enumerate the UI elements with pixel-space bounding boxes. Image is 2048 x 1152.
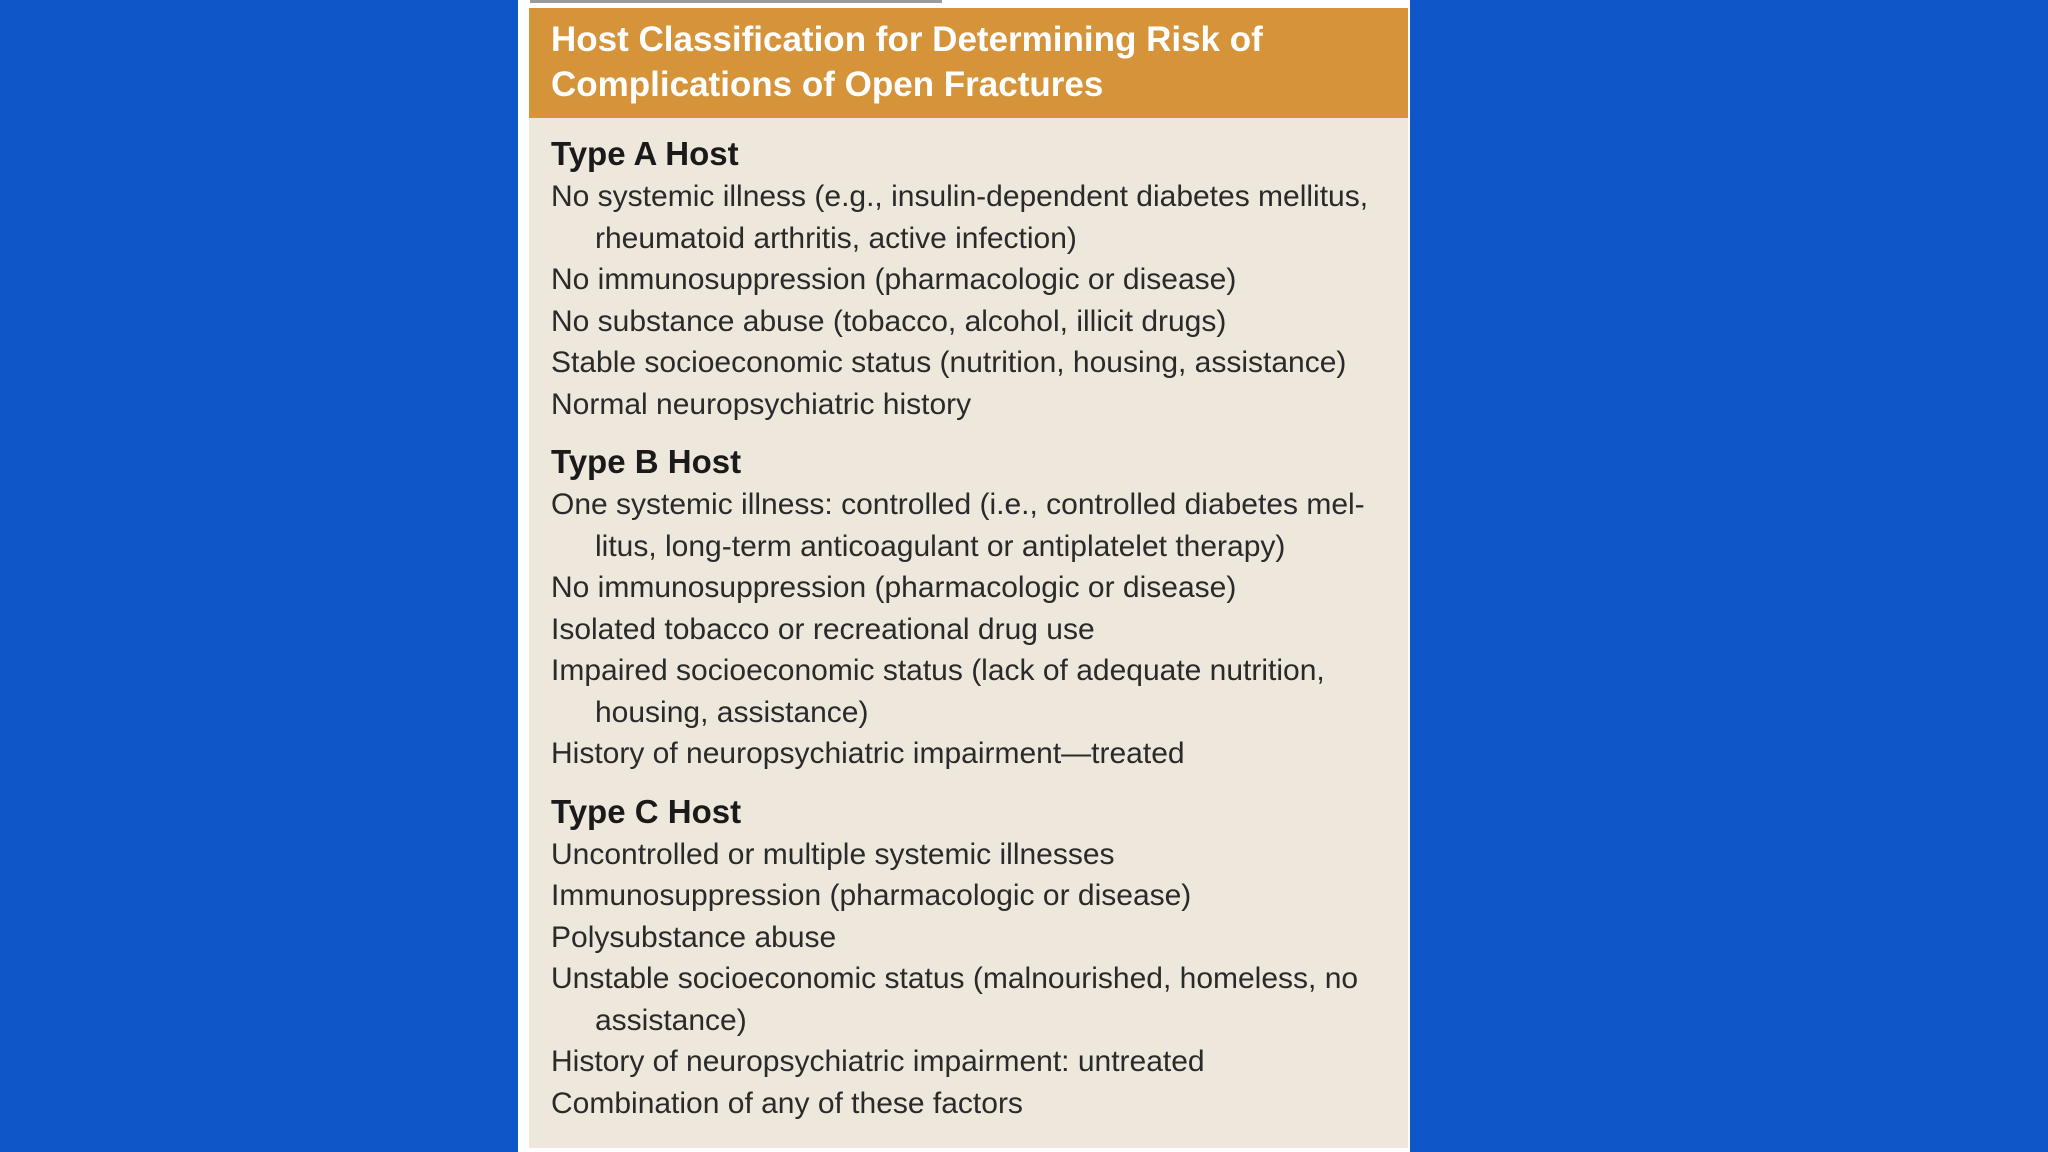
criteria-item: No immunosuppression (pharmacologic or disease) (551, 571, 1237, 604)
table-header (529, 8, 1408, 118)
criteria-item: Isolated tobacco or recreational drug use (551, 612, 1095, 646)
table-body (529, 118, 1408, 1124)
criteria-item: One systemic illness: controlled (i.e., controlled diabetes mel- litus, long-term anticoagulant or antiplatelet therapy) (551, 488, 1365, 563)
criteria-item: History of neuropsychiatric impairment: untreated (551, 1045, 1205, 1078)
table-title-line-2: Complications of Open Fractures (551, 65, 1104, 104)
criteria-item: No substance abuse (tobacco, alcohol, illicit drugs) (551, 304, 1227, 338)
table-title-line-1: Host Classification for Determining Risk of (551, 20, 1263, 59)
criteria-item: Normal neuropsychiatric history (551, 387, 972, 421)
criteria-item: Stable socioeconomic status (nutrition, housing, assistance) (551, 346, 1347, 379)
criteria-item: History of neuropsychiatric impairment—treated (551, 737, 1185, 770)
criteria-item: Immunosuppression (pharmacologic or disease) (551, 879, 1192, 912)
criteria-item: Combination of any of these factors (551, 1086, 1023, 1120)
type-a-section (551, 134, 1386, 425)
type-c-section (551, 792, 1386, 1125)
section-heading: Type C Host (551, 792, 742, 830)
top-divider (530, 0, 942, 3)
criteria-item: Impaired socioeconomic status (lack of adequate nutrition, housing, assistance) (551, 654, 1325, 729)
criteria-item: Polysubstance abuse (551, 920, 837, 954)
criteria-item: No systemic illness (e.g., insulin-dependent diabetes mellitus, rheumatoid arthritis, active infection) (551, 180, 1369, 255)
criteria-item: Uncontrolled or multiple systemic illnesses (551, 837, 1115, 871)
type-b-section (551, 442, 1386, 775)
criteria-item: No immunosuppression (pharmacologic or disease) (551, 263, 1237, 296)
criteria-item: Unstable socioeconomic status (malnourished, homeless, no assistance) (551, 962, 1359, 1037)
host-classification-table (529, 8, 1408, 1148)
section-heading: Type A Host (551, 135, 739, 172)
section-heading: Type B Host (551, 443, 742, 480)
